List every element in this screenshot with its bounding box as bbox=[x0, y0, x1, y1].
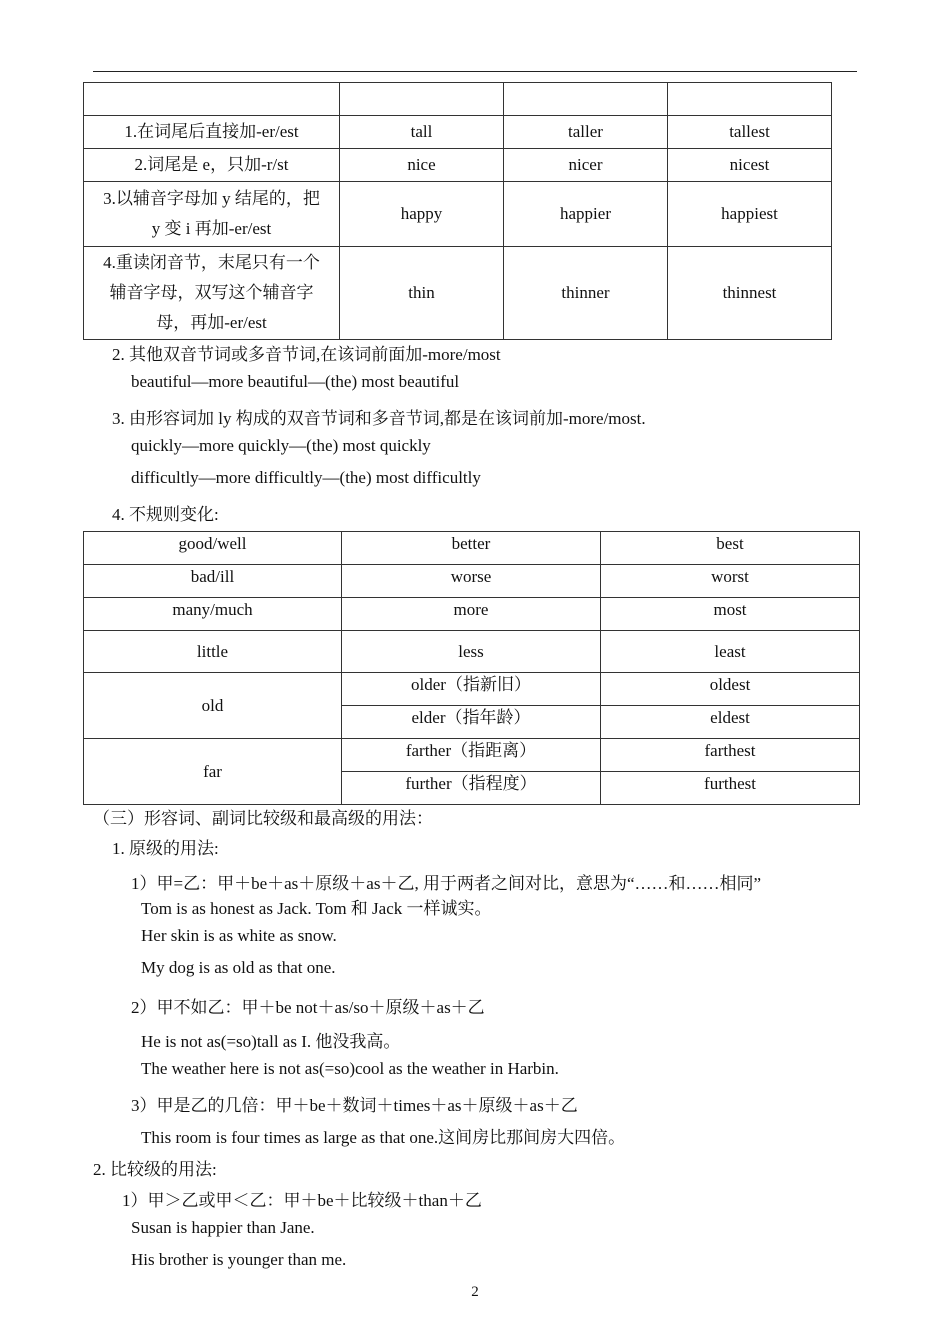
table-cell: least bbox=[601, 631, 860, 673]
example-line: Susan is happier than Jane. bbox=[131, 1218, 315, 1237]
table-cell: better bbox=[342, 532, 601, 565]
rule-line: 3.以辅音字母加 y 结尾的，把 bbox=[103, 189, 320, 208]
table-row bbox=[84, 598, 860, 631]
table-cell bbox=[504, 83, 668, 116]
section-heading: 4. 不规则变化: bbox=[112, 505, 219, 524]
table-cell: worse bbox=[342, 565, 601, 598]
table-cell: most bbox=[601, 598, 860, 631]
section-heading: 3. 由形容词加 ly 构成的双音节词和多音节词,都是在该词前加-more/most. bbox=[112, 409, 646, 428]
rule-line: y 变 i 再加-er/est bbox=[151, 219, 272, 238]
table-row bbox=[84, 182, 832, 247]
rule-text: 3）甲是乙的几倍：甲＋be＋数词＋times＋as＋原级＋as＋乙 bbox=[131, 1096, 578, 1115]
table-cell: eldest bbox=[601, 706, 860, 739]
header-rule bbox=[93, 71, 857, 72]
table-row bbox=[84, 116, 832, 149]
example-line: He is not as(=so)tall as I. 他没我高。 bbox=[141, 1032, 401, 1051]
comparative-cell: thinner bbox=[504, 247, 668, 340]
table-cell: little bbox=[84, 631, 342, 673]
table-row bbox=[84, 739, 860, 772]
positive-cell: thin bbox=[340, 247, 504, 340]
rule-text: 2）甲不如乙：甲＋be not＋as/so＋原级＋as＋乙 bbox=[131, 998, 485, 1017]
page-number: 2 bbox=[471, 1284, 479, 1300]
table-cell: far bbox=[84, 739, 342, 805]
table-cell: furthest bbox=[601, 772, 860, 805]
table-row bbox=[84, 149, 832, 182]
table-row bbox=[84, 565, 860, 598]
example-line: Her skin is as white as snow. bbox=[141, 926, 337, 945]
rule-text: 1）甲＞乙或甲＜乙：甲＋be＋比较级＋than＋乙 bbox=[122, 1191, 482, 1210]
example-line: My dog is as old as that one. bbox=[141, 958, 336, 977]
comparative-cell: taller bbox=[504, 116, 668, 149]
superlative-cell: tallest bbox=[668, 116, 832, 149]
table-row bbox=[84, 631, 860, 673]
subsection-heading: 2. 比较级的用法: bbox=[93, 1160, 217, 1179]
table-cell: older（指新旧） bbox=[342, 673, 601, 706]
example-line: quickly—more quickly—(the) most quickly bbox=[131, 436, 431, 455]
table-cell: farther（指距离） bbox=[342, 739, 601, 772]
table-cell: farthest bbox=[601, 739, 860, 772]
table-cell: more bbox=[342, 598, 601, 631]
table-cell: elder（指年龄） bbox=[342, 706, 601, 739]
table-cell: bad/ill bbox=[84, 565, 342, 598]
section-heading: 2. 其他双音节词或多音节词,在该词前面加-more/most bbox=[112, 345, 501, 364]
superlative-cell: happiest bbox=[668, 182, 832, 247]
subsection-heading: 1. 原级的用法: bbox=[112, 839, 219, 858]
example-line: The weather here is not as(=so)cool as the weather in Harbin. bbox=[141, 1059, 559, 1078]
rule-cell bbox=[84, 247, 340, 340]
rule-cell: 1.在词尾后直接加-er/est bbox=[84, 116, 340, 149]
table-row bbox=[84, 673, 860, 706]
rule-line: 母，再加-er/est bbox=[156, 313, 267, 332]
example-line: Tom is as honest as Jack. Tom 和 Jack 一样诚实。 bbox=[141, 899, 492, 918]
table-cell bbox=[84, 83, 340, 116]
table-cell: best bbox=[601, 532, 860, 565]
table-cell: oldest bbox=[601, 673, 860, 706]
superlative-cell: nicest bbox=[668, 149, 832, 182]
table-cell: worst bbox=[601, 565, 860, 598]
rule-cell: 2.词尾是 e，只加-r/st bbox=[84, 149, 340, 182]
table-cell: less bbox=[342, 631, 601, 673]
comparative-cell: nicer bbox=[504, 149, 668, 182]
table-cell: further（指程度） bbox=[342, 772, 601, 805]
table-cell: old bbox=[84, 673, 342, 739]
comparison-rules-table bbox=[83, 82, 832, 340]
positive-cell: happy bbox=[340, 182, 504, 247]
example-line: His brother is younger than me. bbox=[131, 1250, 347, 1269]
example-line: difficultly—more difficultly—(the) most difficultly bbox=[131, 468, 481, 487]
table-row bbox=[84, 532, 860, 565]
table-cell bbox=[668, 83, 832, 116]
table-row bbox=[84, 247, 832, 340]
table-row bbox=[84, 83, 832, 116]
comparative-cell: happier bbox=[504, 182, 668, 247]
rule-text: 1）甲=乙：甲＋be＋as＋原级＋as＋乙, 用于两者之间对比，意思为“……和……相同” bbox=[131, 874, 762, 893]
example-line: This room is four times as large as that one.这间房比那间房大四倍。 bbox=[141, 1128, 626, 1147]
rule-line: 4.重读闭音节，末尾只有一个 bbox=[103, 253, 320, 272]
table-cell bbox=[340, 83, 504, 116]
positive-cell: tall bbox=[340, 116, 504, 149]
usage-heading: （三）形容词、副词比较级和最高级的用法： bbox=[93, 809, 433, 828]
rule-line: 辅音字母，双写这个辅音字 bbox=[109, 283, 314, 302]
rule-cell bbox=[84, 182, 340, 247]
table-cell: good/well bbox=[84, 532, 342, 565]
irregular-forms-table bbox=[83, 531, 860, 805]
example-line: beautiful—more beautiful—(the) most beautiful bbox=[131, 372, 460, 391]
table-cell: many/much bbox=[84, 598, 342, 631]
superlative-cell: thinnest bbox=[668, 247, 832, 340]
positive-cell: nice bbox=[340, 149, 504, 182]
